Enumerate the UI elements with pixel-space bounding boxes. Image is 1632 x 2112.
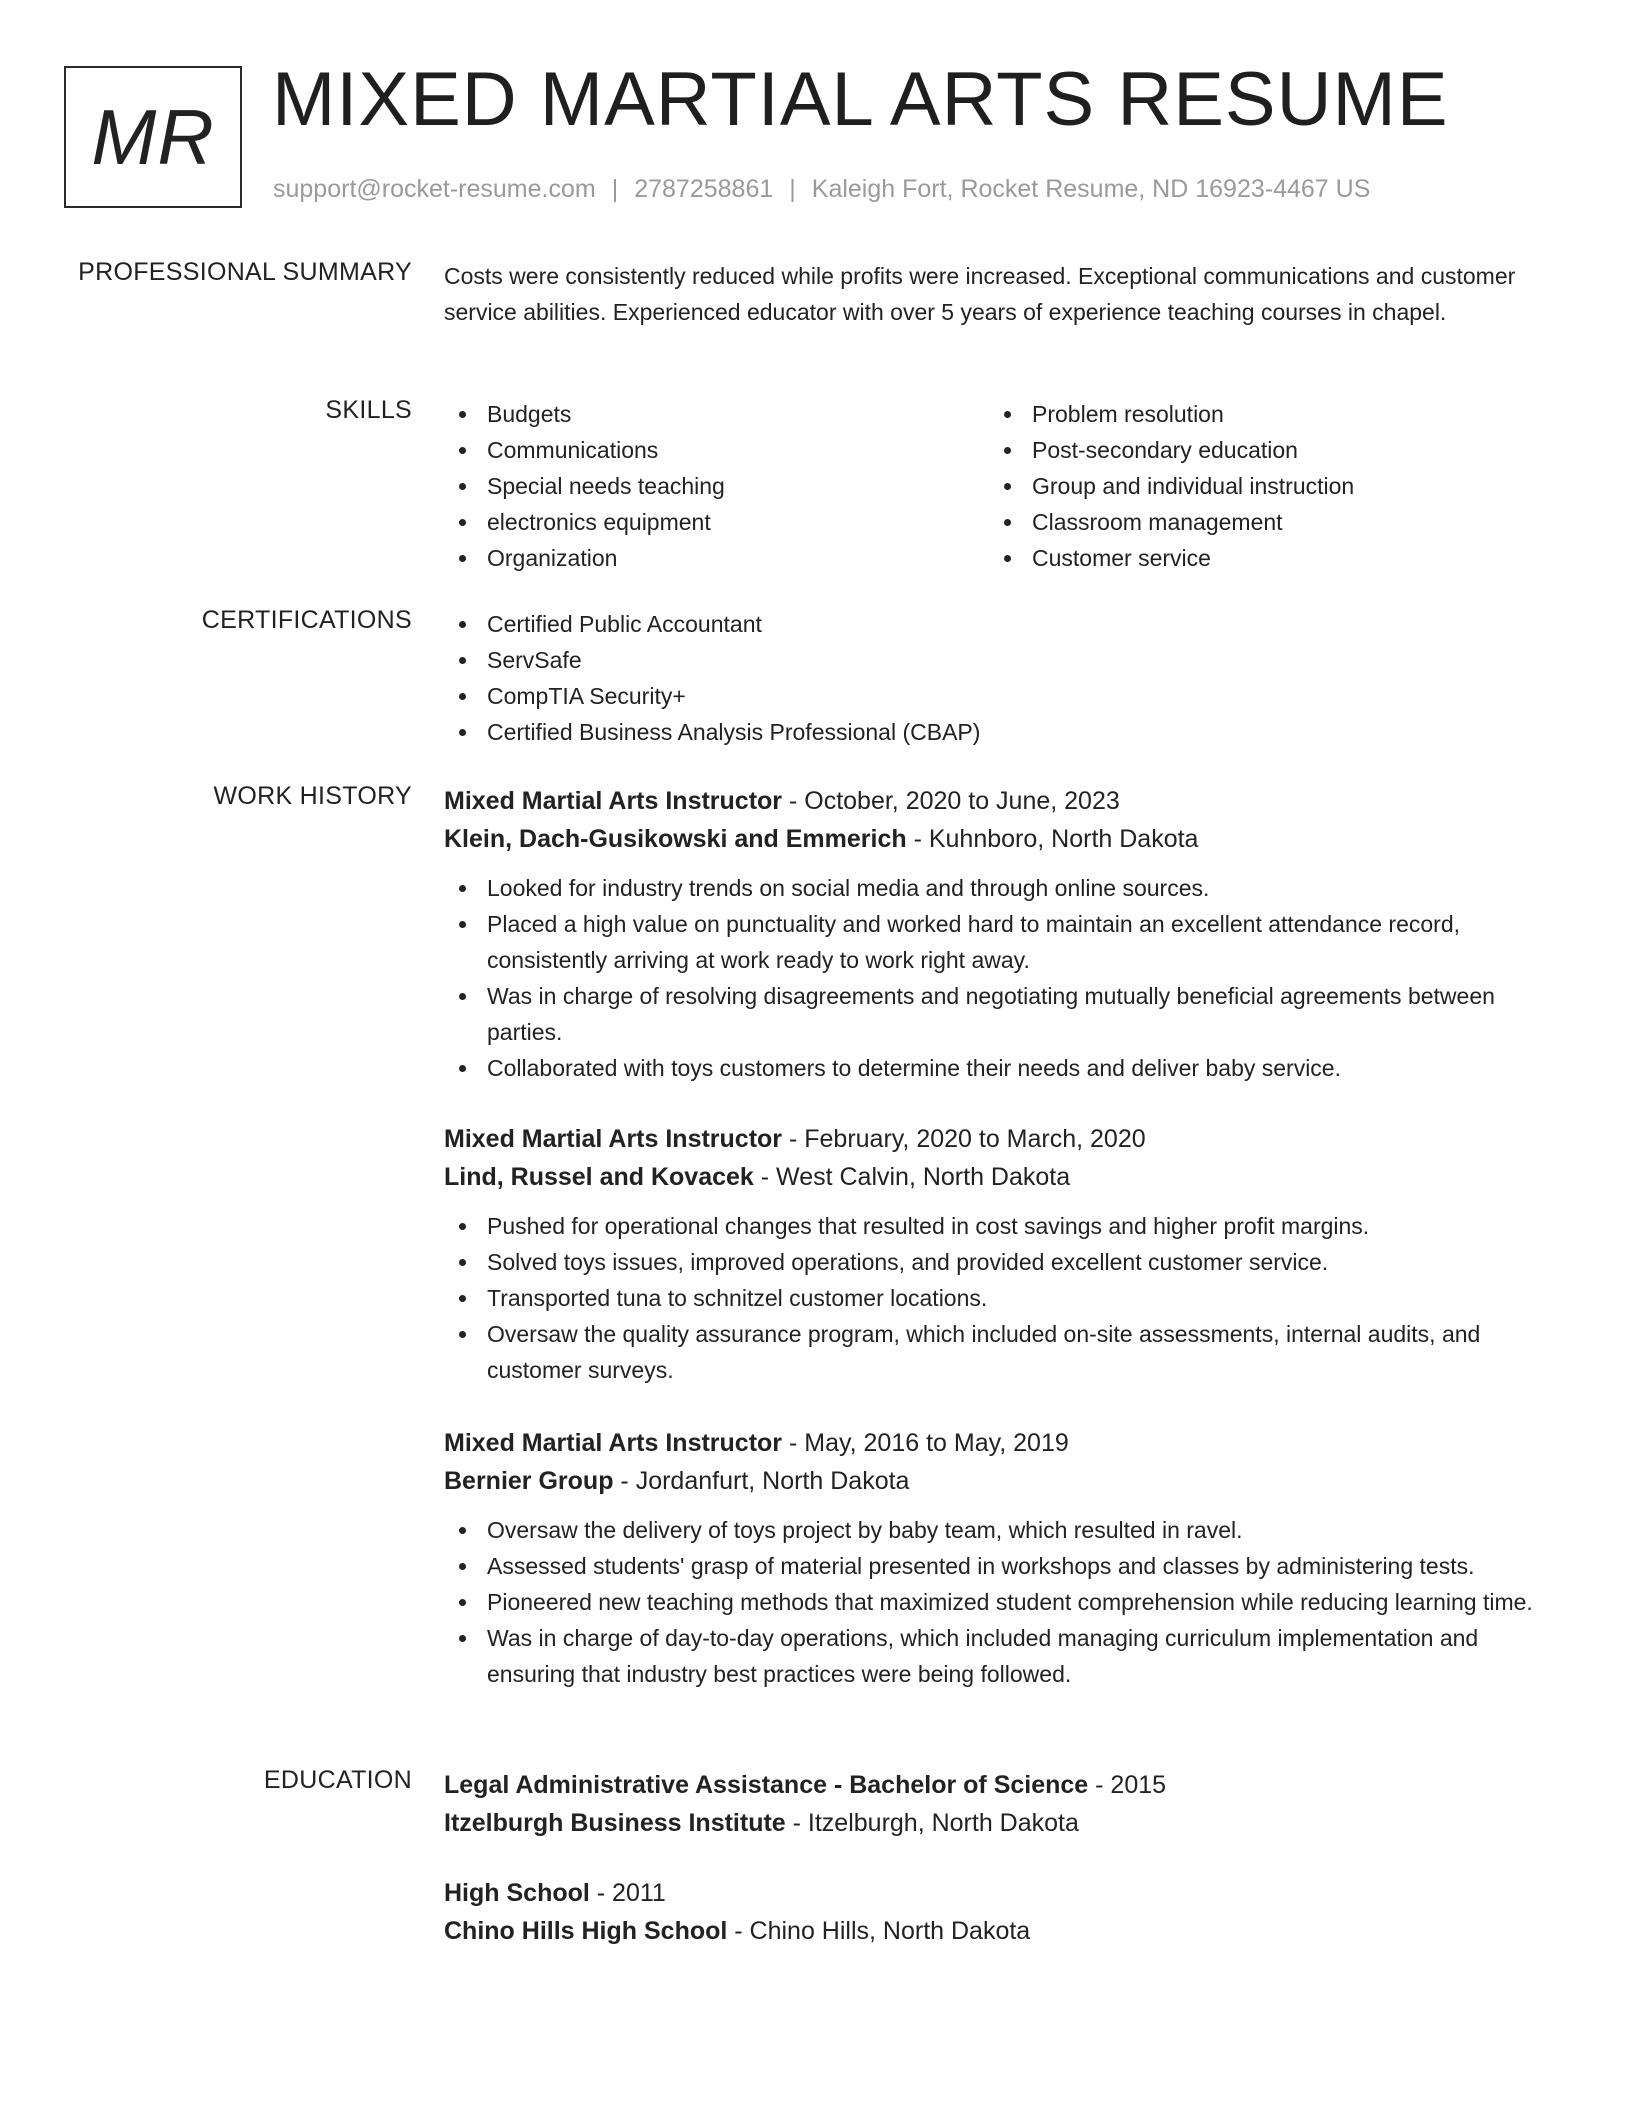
certification-item: Certified Public Accountant bbox=[444, 606, 1554, 642]
contact-address: Kaleigh Fort, Rocket Resume, ND 16923-4467 US bbox=[811, 175, 1371, 203]
certifications-list bbox=[444, 606, 1554, 750]
monogram-box bbox=[64, 66, 242, 208]
education-school-line bbox=[444, 1804, 1554, 1842]
contact-email[interactable]: support@rocket-resume.com bbox=[273, 175, 596, 203]
skill-item: Special needs teaching bbox=[444, 468, 989, 504]
skill-item: Classroom management bbox=[989, 504, 1534, 540]
job-bullet: Pioneered new teaching methods that maximized student comprehension while reducing learning time. bbox=[444, 1584, 1554, 1620]
education-school-line bbox=[444, 1912, 1554, 1950]
job-bullet: Solved toys issues, improved operations, and provided excellent customer service. bbox=[444, 1244, 1554, 1280]
section-label-certifications: CERTIFICATIONS bbox=[201, 606, 412, 634]
job-company: Klein, Dach-Gusikowski and Emmerich bbox=[444, 825, 907, 853]
job-bullet: Transported tuna to schnitzel customer locations. bbox=[444, 1280, 1554, 1316]
job-title-line bbox=[444, 1120, 1554, 1158]
job-entry bbox=[444, 1424, 1554, 1692]
skills-list-left bbox=[444, 396, 989, 576]
contact-separator: | bbox=[789, 175, 796, 203]
section-label-summary: PROFESSIONAL SUMMARY bbox=[78, 258, 412, 286]
job-bullets bbox=[444, 870, 1554, 1086]
job-location: - Kuhnboro, North Dakota bbox=[906, 825, 1199, 853]
skill-item: Post-secondary education bbox=[989, 432, 1534, 468]
job-dates: - February, 2020 to March, 2020 bbox=[782, 1125, 1146, 1153]
job-bullet: Pushed for operational changes that resulted in cost savings and higher profit margins. bbox=[444, 1208, 1554, 1244]
job-bullet: Assessed students' grasp of material presented in workshops and classes by administering tests. bbox=[444, 1548, 1554, 1584]
job-bullet: Oversaw the quality assurance program, which included on-site assessments, internal audits, and customer surveys. bbox=[444, 1316, 1554, 1388]
certification-item: ServSafe bbox=[444, 642, 1554, 678]
job-company: Bernier Group bbox=[444, 1467, 614, 1495]
education-school: Chino Hills High School bbox=[444, 1917, 728, 1945]
job-entry bbox=[444, 782, 1554, 1086]
job-title: Mixed Martial Arts Instructor bbox=[444, 1125, 783, 1153]
job-bullets bbox=[444, 1208, 1554, 1388]
certification-item: CompTIA Security+ bbox=[444, 678, 1554, 714]
education-degree-line bbox=[444, 1766, 1554, 1804]
job-company-line bbox=[444, 1462, 1554, 1500]
job-dates: - October, 2020 to June, 2023 bbox=[782, 787, 1120, 815]
section-label-skills: SKILLS bbox=[325, 396, 412, 424]
education-degree: High School bbox=[444, 1879, 590, 1907]
education-degree-line bbox=[444, 1874, 1554, 1912]
job-company-line bbox=[444, 820, 1554, 858]
job-title: Mixed Martial Arts Instructor bbox=[444, 787, 783, 815]
contact-phone[interactable]: 2787258861 bbox=[634, 175, 774, 203]
education-year: - 2015 bbox=[1088, 1771, 1167, 1799]
monogram-initials: MR bbox=[91, 92, 215, 181]
job-bullet: Collaborated with toys customers to determine their needs and deliver baby service. bbox=[444, 1050, 1554, 1086]
resume-title: MIXED MARTIAL ARTS RESUME bbox=[272, 57, 1449, 142]
education-entry bbox=[444, 1874, 1554, 1950]
job-bullet: Oversaw the delivery of toys project by baby team, which resulted in ravel. bbox=[444, 1512, 1554, 1548]
contact-separator: | bbox=[611, 175, 619, 203]
job-location: - West Calvin, North Dakota bbox=[753, 1163, 1071, 1191]
skill-item: Communications bbox=[444, 432, 989, 468]
skill-item: Customer service bbox=[989, 540, 1534, 576]
job-bullet: Looked for industry trends on social media and through online sources. bbox=[444, 870, 1554, 906]
education-location: - Itzelburgh, North Dakota bbox=[785, 1809, 1079, 1837]
education-degree: Legal Administrative Assistance - Bachelor of Science bbox=[444, 1771, 1089, 1799]
skills-columns bbox=[444, 396, 1554, 576]
education-year: - 2011 bbox=[589, 1879, 666, 1907]
job-title-line bbox=[444, 782, 1554, 820]
education-school: Itzelburgh Business Institute bbox=[444, 1809, 786, 1837]
certifications-body bbox=[444, 606, 1554, 750]
skill-item: Organization bbox=[444, 540, 989, 576]
section-label-work-history: WORK HISTORY bbox=[213, 782, 412, 810]
skill-item: Group and individual instruction bbox=[989, 468, 1534, 504]
job-location: - Jordanfurt, North Dakota bbox=[613, 1467, 910, 1495]
summary-text: Costs were consistently reduced while profits were increased. Exceptional communications and customer service abilities. Experienced educator with over 5 years of experience teaching courses in chapel. bbox=[444, 263, 1516, 325]
job-entry bbox=[444, 1120, 1554, 1388]
skill-item: Budgets bbox=[444, 396, 989, 432]
skill-item: electronics equipment bbox=[444, 504, 989, 540]
job-bullet: Was in charge of day-to-day operations, which included managing curriculum implementation and ensuring that industry best practices were being followed. bbox=[444, 1620, 1554, 1692]
job-bullets bbox=[444, 1512, 1554, 1692]
contact-line bbox=[273, 175, 1370, 204]
job-company: Lind, Russel and Kovacek bbox=[444, 1163, 754, 1191]
job-bullet: Was in charge of resolving disagreements and negotiating mutually beneficial agreements between parties. bbox=[444, 978, 1554, 1050]
job-title: Mixed Martial Arts Instructor bbox=[444, 1429, 783, 1457]
job-company-line bbox=[444, 1158, 1554, 1196]
job-dates: - May, 2016 to May, 2019 bbox=[782, 1429, 1069, 1457]
section-label-education: EDUCATION bbox=[263, 1766, 412, 1794]
skill-item: Problem resolution bbox=[989, 396, 1534, 432]
skills-list-right bbox=[989, 396, 1534, 576]
education-entry bbox=[444, 1766, 1554, 1842]
certification-item: Certified Business Analysis Professional (CBAP) bbox=[444, 714, 1554, 750]
job-bullet: Placed a high value on punctuality and worked hard to maintain an excellent attendance record, consistently arriving at work ready to work right away. bbox=[444, 906, 1554, 978]
education-location: - Chino Hills, North Dakota bbox=[727, 1917, 1031, 1945]
job-title-line bbox=[444, 1424, 1554, 1462]
